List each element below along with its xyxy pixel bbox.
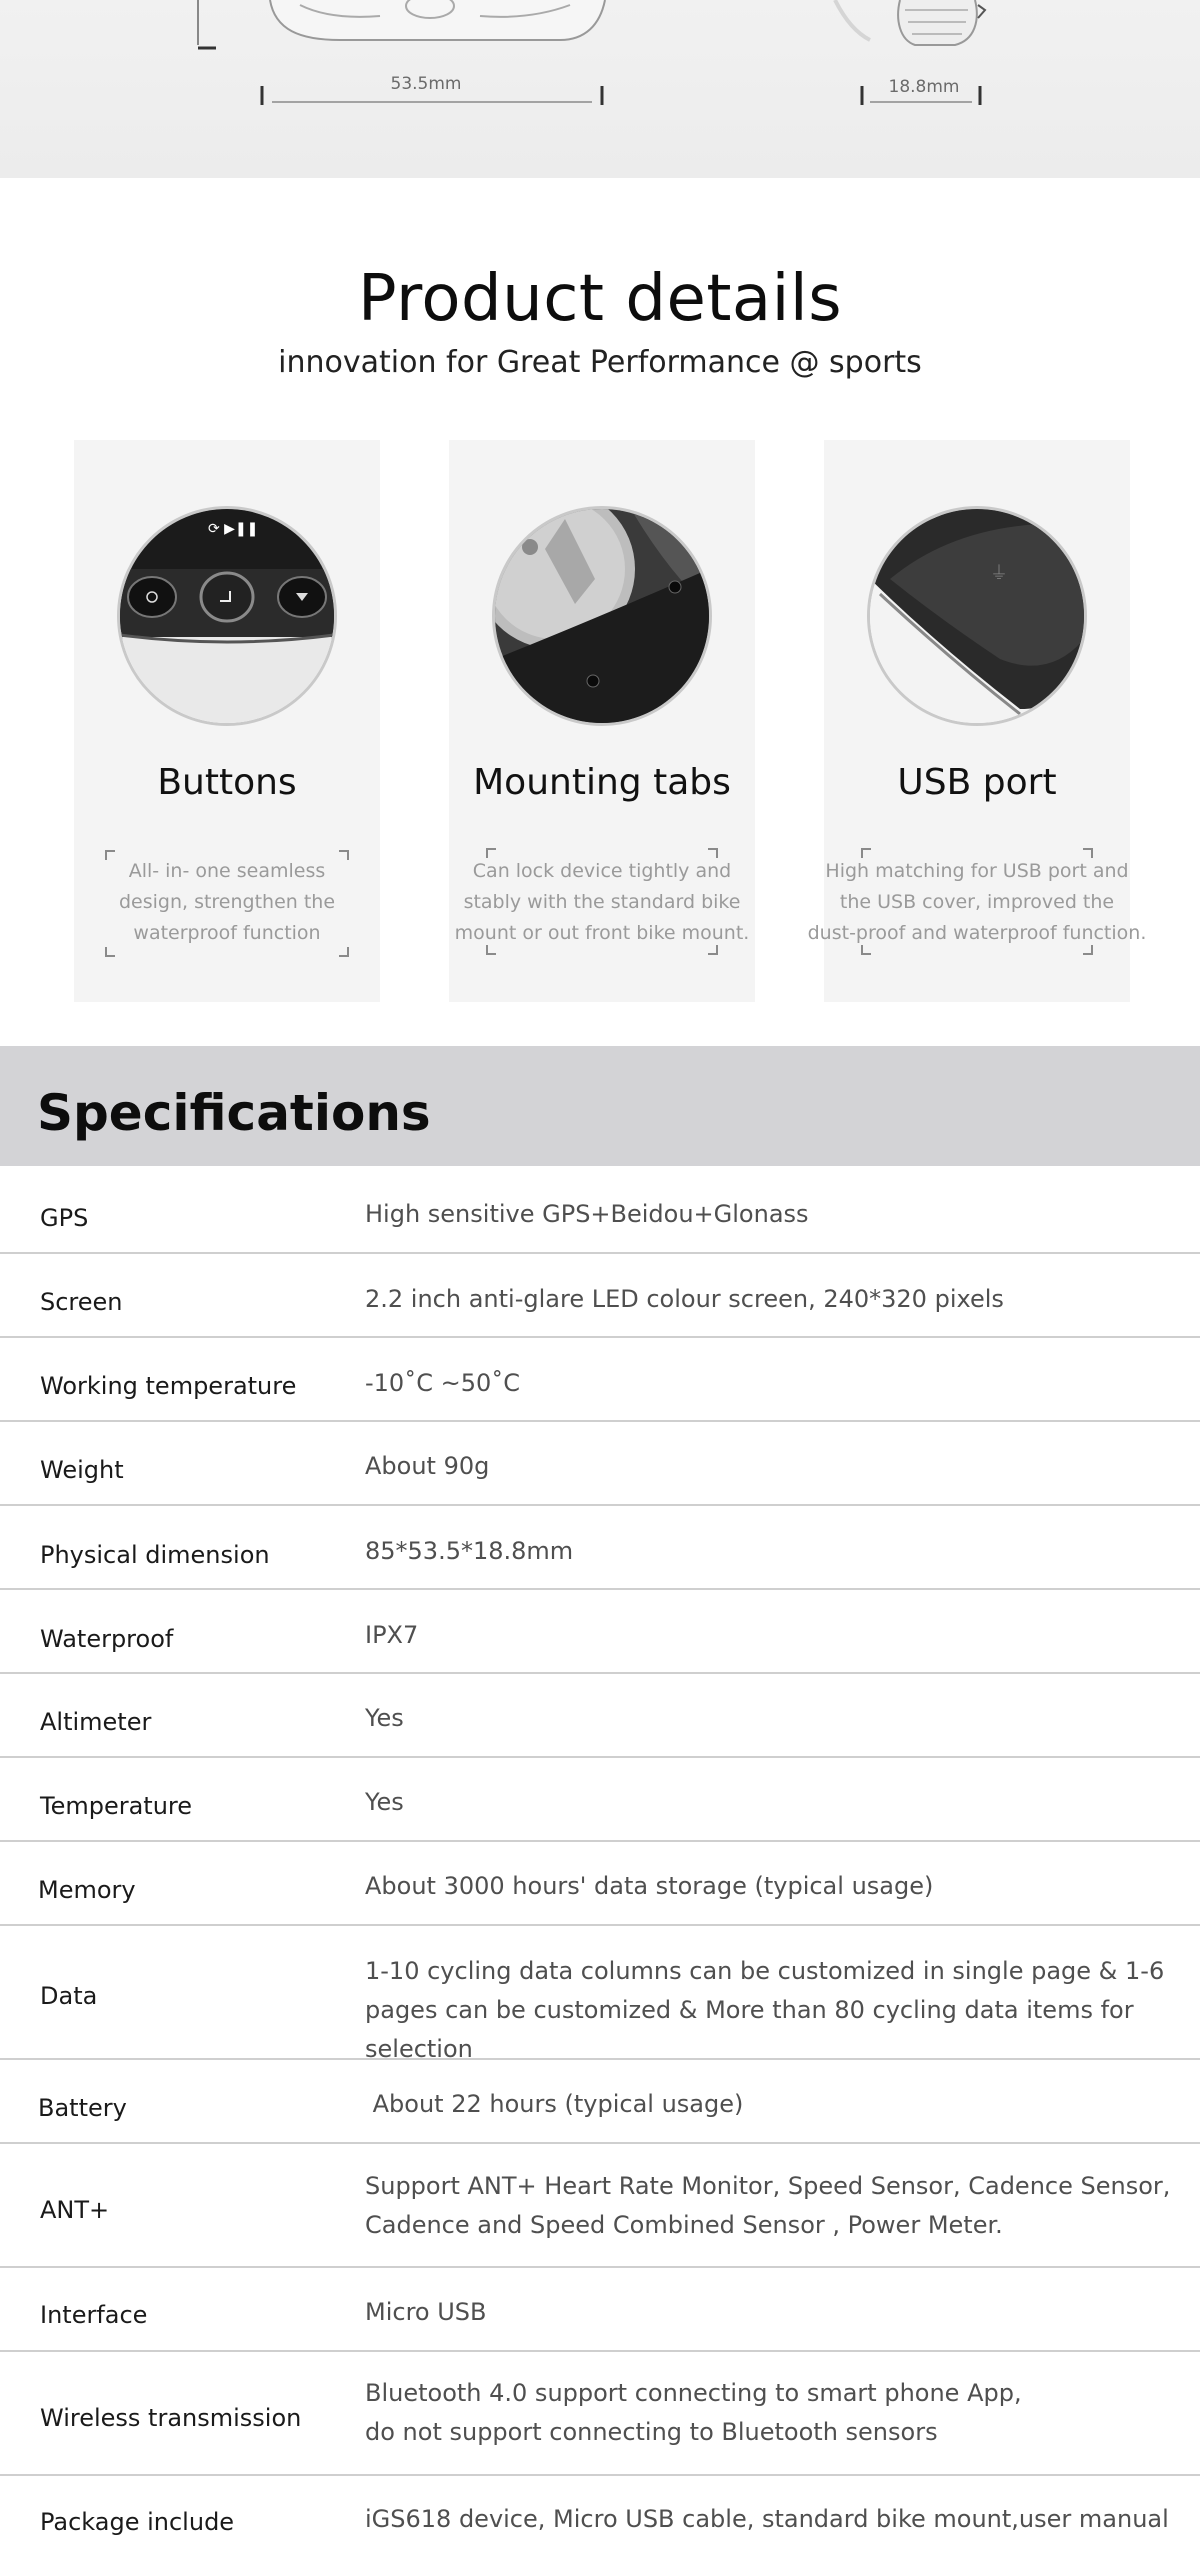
svg-text:⏚: ⏚	[990, 563, 1008, 584]
table-row	[0, 2268, 1200, 2352]
spec-value	[365, 1699, 1195, 1738]
spec-label: ANT+	[40, 2196, 110, 2224]
bracket-corner	[1083, 848, 1093, 858]
spec-value-line: iGS618 device, Micro USB cable, standard bike mount,user manual	[365, 2505, 1169, 2533]
spec-value	[365, 2293, 1195, 2332]
spec-value-line: do not support connecting to Bluetooth sensors	[365, 2418, 938, 2446]
table-row	[0, 1506, 1200, 1590]
buttons-closeup-image	[117, 506, 337, 726]
spec-label: Battery	[38, 2094, 127, 2122]
spec-value-line: About 22 hours (typical usage)	[365, 2090, 744, 2118]
bracket-corner	[105, 850, 115, 860]
feature-desc-line: All- in- one seamless	[128, 860, 326, 882]
feature-desc-line: waterproof function	[133, 922, 321, 944]
spec-value	[365, 1447, 1195, 1486]
spec-value-line: 2.2 inch anti-glare LED colour screen, 240*320 pixels	[365, 1285, 1004, 1313]
spec-value	[365, 1280, 1195, 1319]
feature-desc-line: mount or out front bike mount.	[454, 922, 750, 944]
spec-value-line: Yes	[365, 1788, 404, 1816]
table-row	[0, 1254, 1200, 1338]
usb-port-closeup-image	[867, 506, 1087, 726]
specifications-title: Specifications	[37, 1084, 431, 1142]
spec-value-line: High sensitive GPS+Beidou+Glonass	[365, 1200, 809, 1228]
product-details-subtitle: innovation for Great Performance @ sports	[278, 345, 922, 380]
device-outline-drawing	[0, 0, 1200, 178]
specifications-header	[0, 1046, 1200, 1166]
feature-title-buttons: Buttons	[157, 762, 297, 803]
table-row	[0, 2352, 1200, 2476]
spec-value	[365, 2500, 1195, 2539]
table-row	[0, 1842, 1200, 1926]
spec-value-line: Support ANT+ Heart Rate Monitor, Speed Sensor, Cadence Sensor,	[365, 2172, 1171, 2200]
dimension-drawing	[0, 0, 1200, 178]
spec-label: Temperature	[40, 1792, 193, 1820]
feature-title-usb-port: USB port	[897, 762, 1057, 803]
spec-value-line: IPX7	[365, 1621, 419, 1649]
table-row	[0, 1166, 1200, 1254]
spec-value-line: About 3000 hours' data storage (typical usage)	[365, 1872, 934, 1900]
table-row	[0, 1926, 1200, 2063]
table-row	[0, 1422, 1200, 1506]
spec-label: Altimeter	[40, 1708, 152, 1736]
feature-desc-line: the USB cover, improved the	[839, 891, 1115, 913]
bracket-corner	[339, 850, 349, 860]
table-row	[0, 1590, 1200, 1674]
feature-desc-line: design, strengthen the	[118, 891, 336, 913]
spec-label: Wireless transmission	[40, 2404, 302, 2432]
feature-desc-buttons	[54, 856, 400, 949]
spec-value-line: Yes	[365, 1704, 404, 1732]
depth-dimension-label: 18.8mm	[888, 77, 960, 97]
mounting-tabs-closeup-image	[492, 506, 712, 726]
bracket-corner	[105, 947, 115, 957]
feature-desc-line: High matching for USB port and	[825, 860, 1129, 882]
feature-card-usb-port	[807, 440, 1147, 1002]
table-row	[0, 1758, 1200, 1842]
bracket-corner	[486, 848, 496, 858]
feature-title-mounting-tabs: Mounting tabs	[473, 762, 731, 803]
spec-label: GPS	[40, 1204, 89, 1232]
spec-value	[365, 1783, 1195, 1822]
bracket-corner	[861, 848, 871, 858]
spec-label: Data	[40, 1982, 98, 2010]
spec-value-line: Bluetooth 4.0 support connecting to smart phone App,	[365, 2379, 1022, 2407]
spec-label: Waterproof	[40, 1625, 174, 1653]
spec-value	[365, 1364, 1195, 1403]
table-row	[0, 1338, 1200, 1422]
spec-value-line: About 90g	[365, 1452, 490, 1480]
spec-value-line: 1-10 cycling data columns can be customized in single page & 1-6	[365, 1957, 1165, 1985]
table-row	[0, 2060, 1200, 2144]
spec-value	[365, 1952, 1195, 2069]
table-row	[0, 2476, 1200, 2560]
bracket-corner	[486, 945, 496, 955]
spec-label: Interface	[40, 2301, 148, 2329]
table-row	[0, 1674, 1200, 1758]
feature-card-buttons	[74, 440, 380, 1002]
spec-value	[365, 1195, 1195, 1234]
spec-label: Memory	[38, 1876, 136, 1904]
spec-value	[365, 2374, 1195, 2452]
feature-desc-usb-port	[794, 856, 1160, 949]
spec-label: Physical dimension	[40, 1541, 270, 1569]
spec-value-line: pages can be customized & More than 80 cycling data items for selection	[365, 1996, 1134, 2063]
spec-value-line: 85*53.5*18.8mm	[365, 1537, 574, 1565]
spec-value-line: -10˚C ~50˚C	[365, 1369, 520, 1397]
bracket-corner	[708, 848, 718, 858]
product-details-title: Product details	[357, 262, 843, 336]
spec-label: Weight	[40, 1456, 124, 1484]
feature-desc-line: dust-proof and waterproof function.	[807, 922, 1147, 944]
bracket-corner	[708, 945, 718, 955]
spec-value	[365, 2085, 1195, 2124]
table-row	[0, 2144, 1200, 2268]
spec-value-line: Cadence and Speed Combined Sensor , Power Meter.	[365, 2211, 1003, 2239]
svg-text:⟳ ▶❚❚: ⟳ ▶❚❚	[208, 521, 259, 537]
spec-value	[365, 2167, 1195, 2245]
bracket-corner	[339, 947, 349, 957]
width-dimension-label: 53.5mm	[390, 74, 462, 94]
spec-label: Working temperature	[40, 1372, 297, 1400]
spec-label: Screen	[40, 1288, 123, 1316]
feature-desc-mounting-tabs	[429, 856, 775, 949]
feature-card-mounting-tabs	[449, 440, 755, 1002]
bracket-corner	[1083, 945, 1093, 955]
spec-value-line: Micro USB	[365, 2298, 487, 2326]
feature-desc-line: stably with the standard bike	[463, 891, 741, 913]
spec-value	[365, 1867, 1195, 1906]
spec-label: Package include	[40, 2508, 235, 2536]
feature-desc-line: Can lock device tightly and	[472, 860, 732, 882]
bracket-corner	[861, 945, 871, 955]
spec-value	[365, 1532, 1195, 1571]
spec-value	[365, 1616, 1195, 1655]
